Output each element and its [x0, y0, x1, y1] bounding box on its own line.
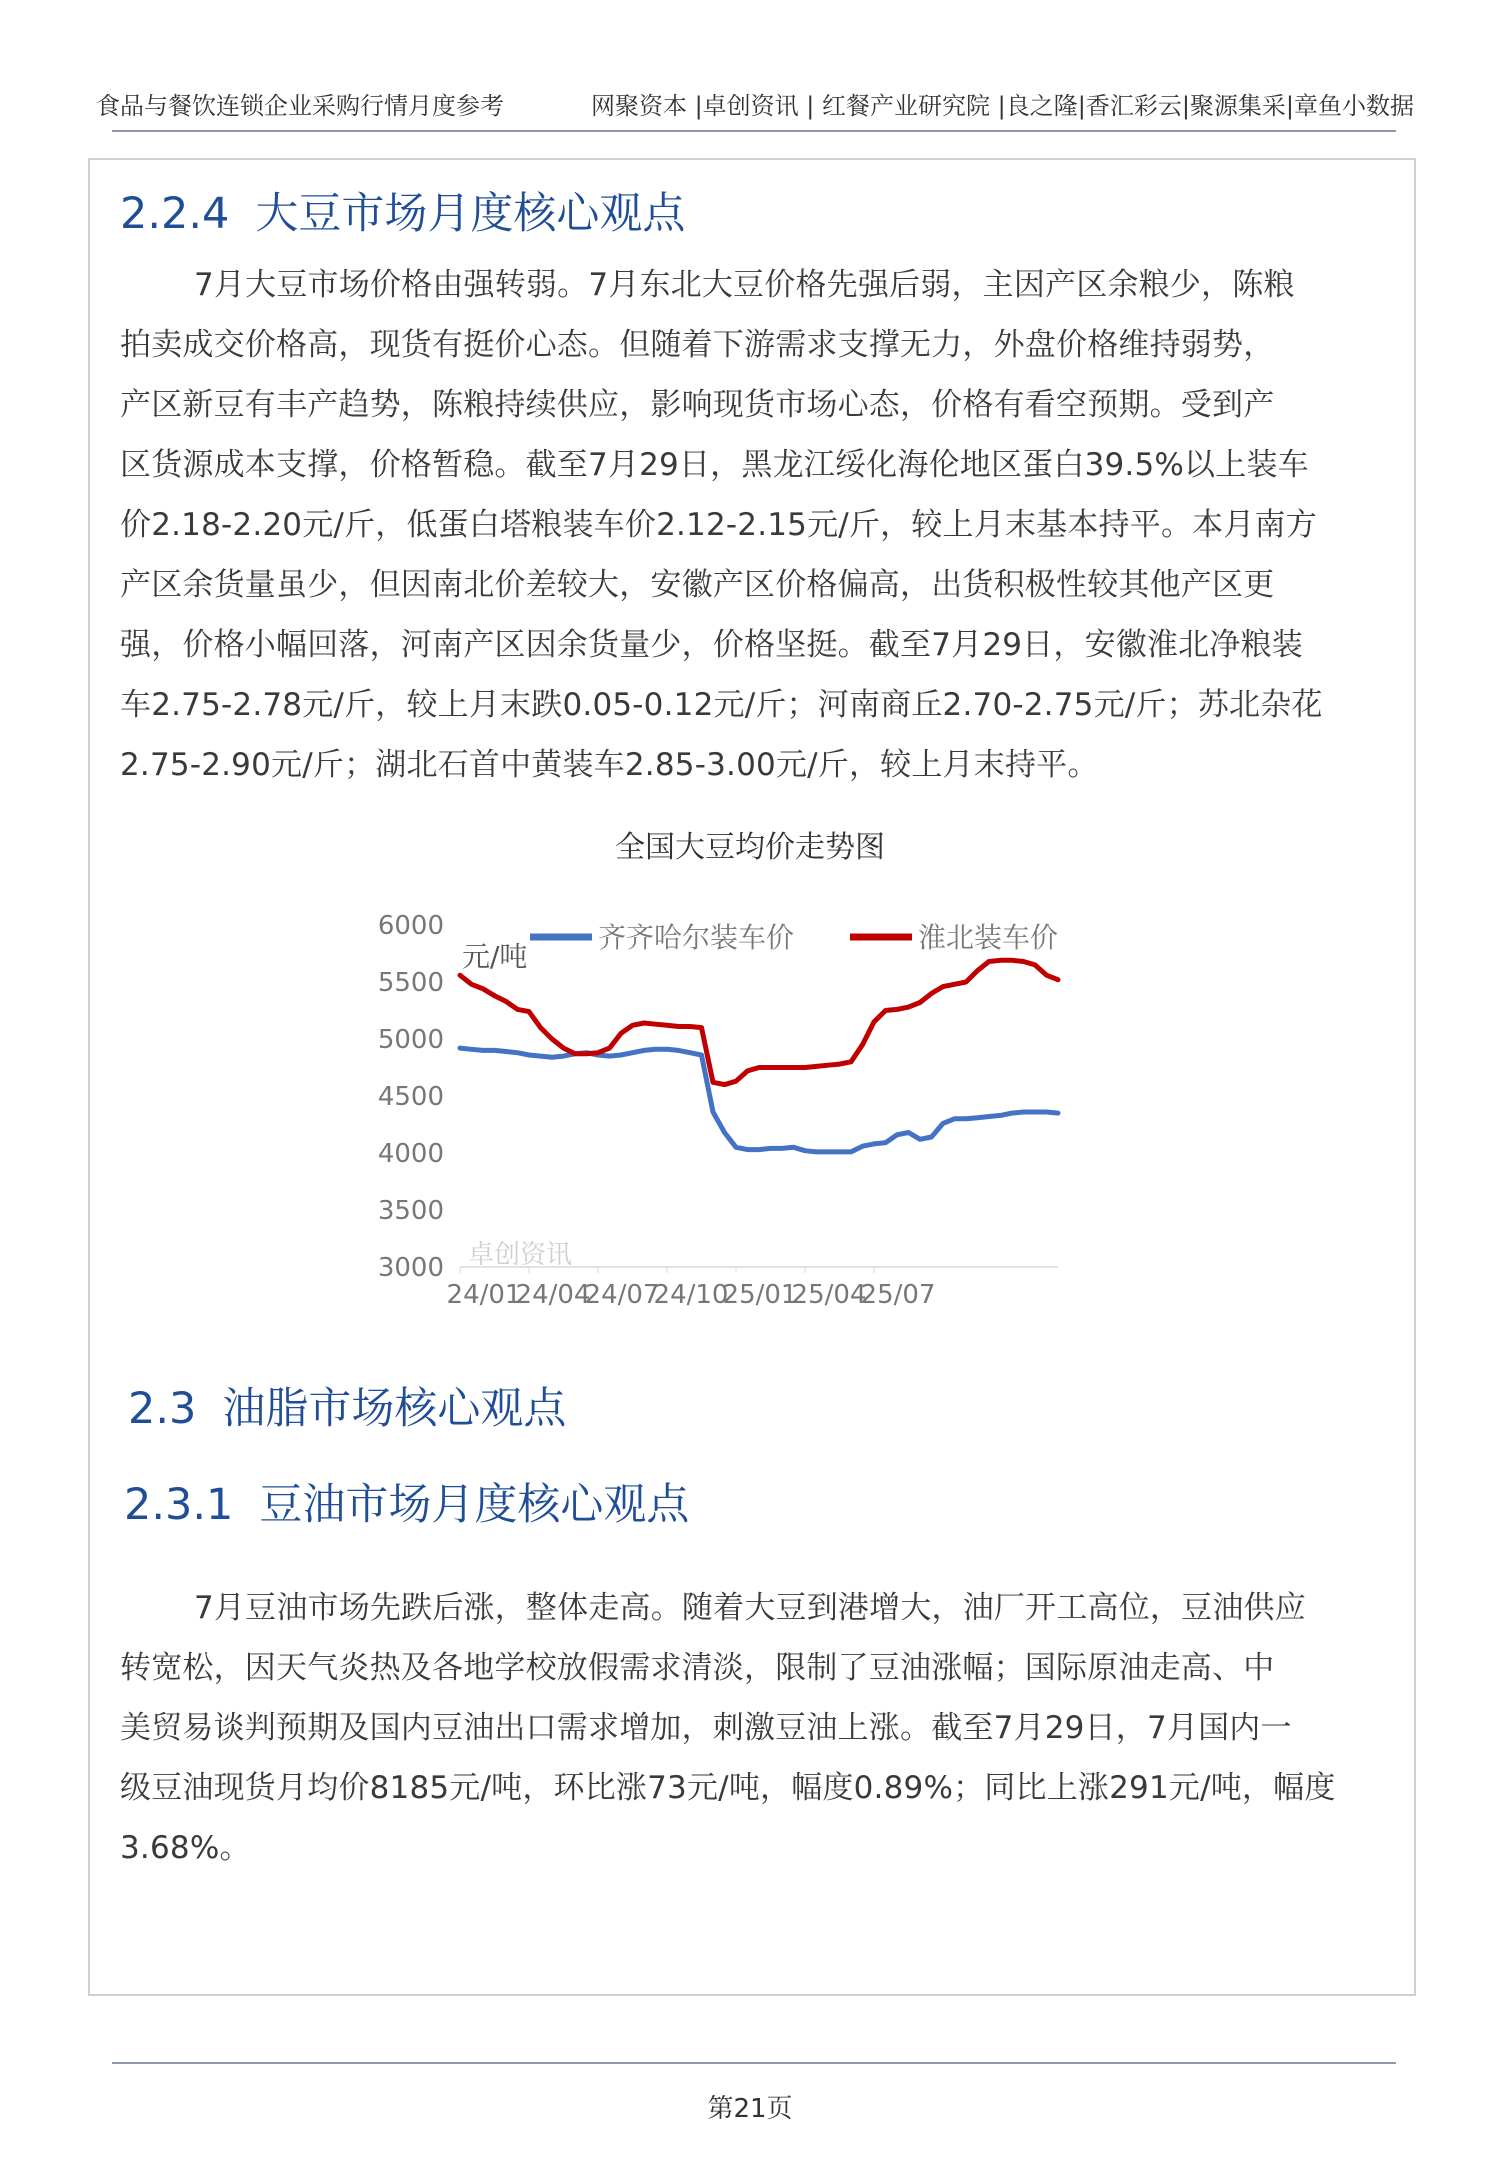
section-title: 大豆市场月度核心观点: [255, 189, 686, 239]
paragraph-line: 拍卖成交价格高，现货有挺价心态。但随着下游需求支撑无力，外盘价格维持弱势，: [120, 327, 1275, 363]
y-axis-ticks: [378, 911, 444, 1283]
x-tick-label: 24/10: [653, 1280, 729, 1310]
y-tick-label: 4500: [377, 1082, 444, 1112]
y-tick-label: 4000: [377, 1139, 444, 1169]
paragraph-line: 级豆油现货月均价8185元/吨，环比涨73元/吨，幅度0.89%；同比上涨291元/吨，幅度: [120, 1770, 1336, 1806]
y-axis-unit-label: 元/吨: [462, 940, 528, 973]
chart-series: [460, 960, 1058, 1152]
section-heading-2-3-1: [124, 1471, 689, 1532]
paragraph-line: 7月大豆市场价格由强转弱。7月东北大豆价格先强后弱，主因产区余粮少，陈粮: [194, 267, 1295, 303]
chart-title: 全国大豆均价走势图: [615, 830, 885, 865]
section-number: 2.3.1: [124, 1480, 234, 1530]
paragraph-line: 产区新豆有丰产趋势，陈粮持续供应，影响现货市场心态，价格有看空预期。受到产: [120, 387, 1275, 423]
paragraph-line: 美贸易谈判预期及国内豆油出口需求增加，刺激豆油上涨。截至7月29日，7月国内一: [120, 1710, 1292, 1746]
x-tick-label: 24/04: [515, 1280, 591, 1310]
header-sources: 网聚资本 |卓创资讯 | 红餐产业研究院 |良之隆|香汇彩云|聚源集采|章鱼小数据: [590, 92, 1414, 120]
soybean-oil-paragraph: [120, 1578, 1386, 1878]
legend-label: 淮北装车价: [918, 921, 1059, 954]
soybean-paragraph: [120, 255, 1386, 795]
x-axis-ticks: [447, 1267, 936, 1310]
header-divider: [112, 130, 1396, 132]
x-tick-label: 25/04: [791, 1280, 867, 1310]
soybean-price-chart: [360, 895, 1120, 1335]
paragraph-line: 2.75-2.90元/斤；湖北石首中黄装车2.85-3.00元/斤，较上月末持平。: [120, 747, 1099, 783]
section-title: 油脂市场核心观点: [222, 1384, 567, 1434]
paragraph-line: 车2.75-2.78元/斤，较上月末跌0.05-0.12元/斤；河南商丘2.70-2.75元/斤；苏北杂花: [120, 687, 1323, 723]
series-line: [460, 1048, 1058, 1152]
paragraph-line: 7月豆油市场先跌后涨，整体走高。随着大豆到港增大，油厂开工高位，豆油供应: [194, 1590, 1306, 1626]
paragraph-line: 转宽松，因天气炎热及各地学校放假需求清淡，限制了豆油涨幅；国际原油走高、中: [120, 1650, 1275, 1686]
y-tick-label: 5500: [377, 968, 444, 998]
x-tick-label: 24/07: [584, 1280, 660, 1310]
section-number: 2.2.4: [120, 189, 230, 239]
x-tick-label: 25/07: [860, 1280, 936, 1310]
x-tick-label: 24/01: [446, 1280, 522, 1310]
paragraph-line: 强，价格小幅回落，河南产区因余货量少，价格坚挺。截至7月29日，安徽淮北净粮装: [120, 627, 1303, 663]
series-line: [460, 960, 1058, 1084]
y-tick-label: 3000: [377, 1253, 444, 1283]
paragraph-line: 3.68%。: [120, 1830, 251, 1866]
x-tick-label: 25/01: [722, 1280, 798, 1310]
section-heading-2-2-4: [120, 180, 685, 241]
header-doc-title: 食品与餐饮连锁企业采购行情月度参考: [96, 92, 504, 120]
page-number: 第21页: [707, 2094, 793, 2124]
chart-legend: [530, 921, 1058, 954]
y-tick-label: 3500: [377, 1196, 444, 1226]
section-title: 豆油市场月度核心观点: [259, 1480, 690, 1530]
footer-divider: [112, 2062, 1396, 2064]
chart-watermark: 卓创资讯: [468, 1240, 573, 1270]
y-tick-label: 5000: [377, 1025, 444, 1055]
section-heading-2-3: [128, 1375, 566, 1436]
section-number: 2.3: [128, 1384, 197, 1434]
y-tick-label: 6000: [377, 911, 444, 941]
legend-label: 齐齐哈尔装车价: [598, 921, 795, 954]
paragraph-line: 价2.18-2.20元/斤，低蛋白塔粮装车价2.12-2.15元/斤，较上月末基本持平。本月南方: [120, 507, 1317, 543]
paragraph-line: 区货源成本支撑，价格暂稳。截至7月29日，黑龙江绥化海伦地区蛋白39.5%以上装车: [120, 447, 1309, 483]
paragraph-line: 产区余货量虽少，但因南北价差较大，安徽产区价格偏高，出货积极性较其他产区更: [120, 567, 1275, 603]
